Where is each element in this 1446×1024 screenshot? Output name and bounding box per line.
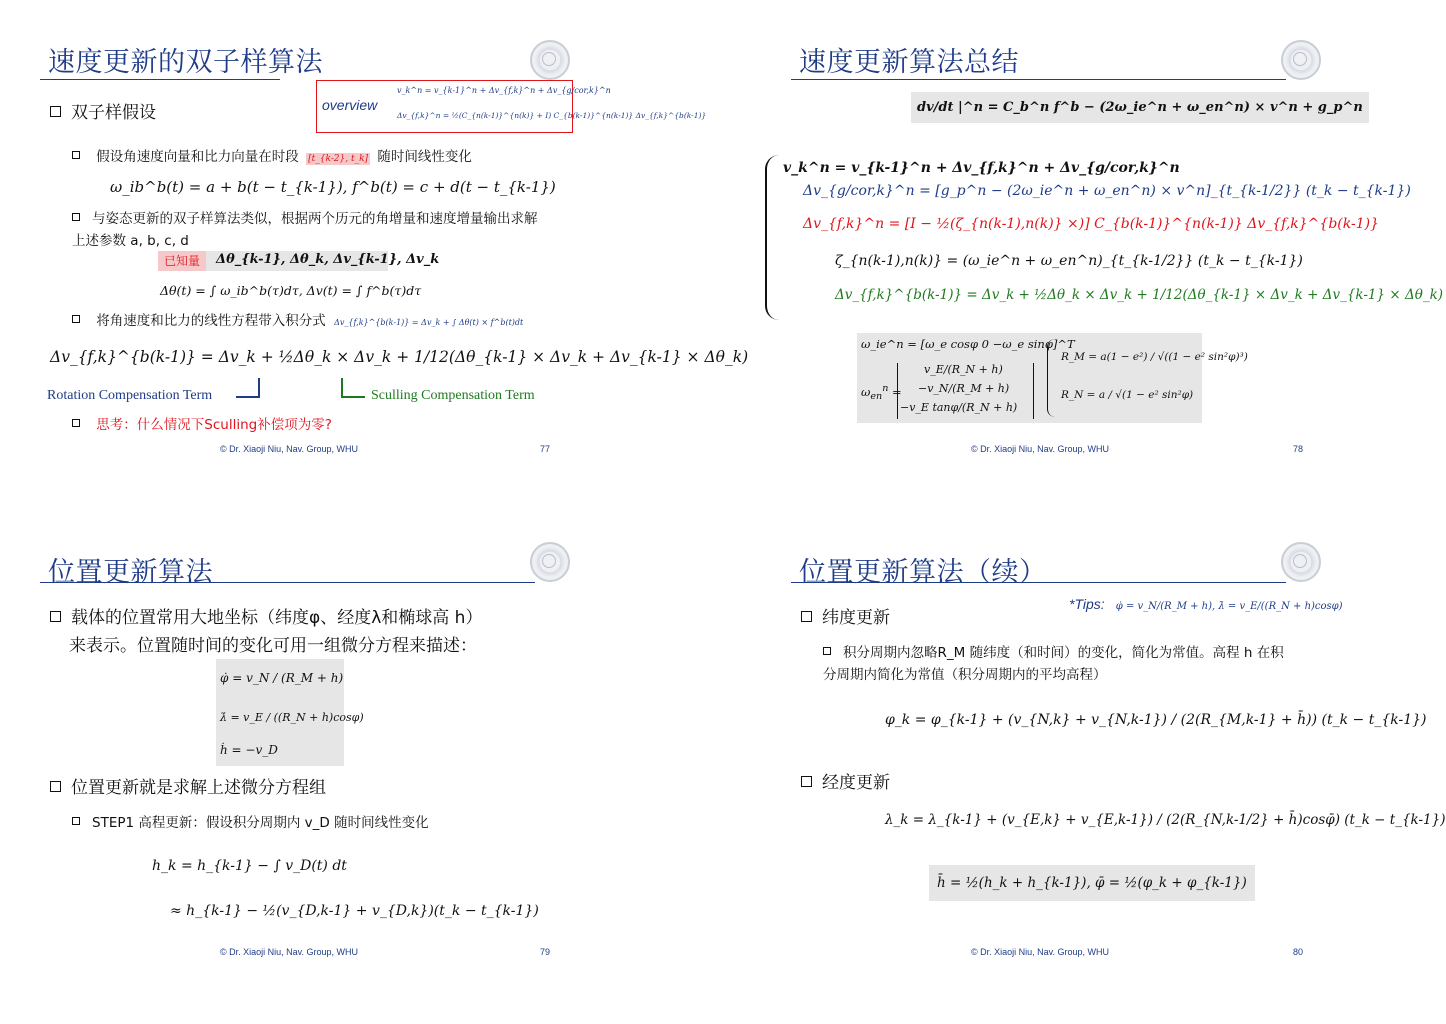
university-logo-icon (530, 542, 570, 582)
system-eq-1: v_k^n = v_{k-1}^n + Δv_{f,k}^n + Δv_{g/cor,k}^n (783, 160, 1180, 176)
slide-78 (751, 0, 1444, 454)
earth-params-box (857, 333, 1248, 423)
omega-en-label: $\omega_{en}^n$ = (861, 383, 902, 403)
eq-velocity-increment: Δv_{f,k}^{b(k-1)} = Δv_k + ½Δθ_k × Δv_k + 1/12(Δθ_{k-1} × Δv_k + Δv_{k-1} × Δθ_k) (50, 348, 749, 366)
rotation-arrow-icon (236, 378, 260, 398)
interval-badge: [t_{k-2}, t_k] (308, 154, 369, 164)
omega-en-row-2: −v_N/(R_M + h) (918, 382, 1010, 395)
sculling-arrow-icon (341, 378, 365, 398)
bullet-solve-ode: 位置更新就是求解上述微分方程组 (50, 773, 326, 798)
position-ode-box (216, 659, 364, 766)
bullet-longitude-update: 经度更新 (801, 768, 890, 793)
bullet-position-coords-cont: 来表示。位置随时间的变化可用一组微分方程来描述： (69, 636, 477, 656)
overview-eq-1: v_k^n = v_{k-1}^n + Δv_{f,k}^n + Δv_{g/cor,k}^n (397, 86, 611, 95)
sub-bullet-text: 假设角速度向量和比力向量在时段 (96, 149, 299, 165)
rm-eq: R_M = a(1 − e²) / √((1 − e² sin²φ)³) (1061, 351, 1248, 363)
slide-title: 速度更新的双子样算法 (48, 47, 323, 78)
system-eq-5: Δv_{f,k}^{b(k-1)} = Δv_k + ½Δθ_k × Δv_k + 1/12(Δθ_{k-1} × Δv_k + Δv_{k-1} × Δθ_k) (835, 287, 1444, 303)
slide-title: 速度更新算法总结 (799, 47, 1019, 78)
slide-title: 位置更新算法 (48, 557, 213, 588)
height-eq-integral: h_k = h_{k-1} − ∫ v_D(t) dt (152, 858, 347, 874)
tips-box (1069, 594, 1343, 613)
overview-eq-2: Δv_{f,k}^n = ½(C_{n(k-1)}^{n(k)} + I) C_{b(k-1)}^{n(k-1)} Δv_{f,k}^{b(k-1)} (397, 111, 707, 120)
bullet-position-coords: 载体的位置常用大地坐标（纬度φ、经度λ和椭球高 h） (50, 603, 482, 628)
latitude-update-eq: φ_k = φ_{k-1} + (v_{N,k} + v_{N,k-1}) / (2(R_{M,k-1} + h̄)) (t_k − t_{k-1}) (885, 712, 1427, 728)
sub-bullet-tail: 随时间线性变化 (377, 149, 472, 165)
known-values: Δθ_{k-1}, Δθ_k, Δv_{k-1}, Δv_k (216, 252, 440, 267)
page-number: 80 (1293, 947, 1304, 957)
sub-bullet-substitute (72, 310, 523, 334)
omega-en-matrix (897, 363, 1034, 419)
page-number: 77 (540, 444, 551, 454)
sub-bullet-step1: STEP1 高程更新：假设积分周期内 v_D 随时间线性变化 (72, 812, 429, 834)
overview-label: overview (322, 97, 378, 113)
overview-box (316, 80, 707, 133)
bullet-double-sample: 双子样假设 (50, 98, 156, 123)
ode-height: ḣ = −v_D (220, 743, 278, 757)
ode-latitude: φ̇ = v_N / (R_M + h) (220, 671, 344, 685)
omega-en-row-3: −v_E tanφ/(R_N + h) (900, 401, 1018, 414)
eq-velocity-diff: dv/dt |^n = C_b^n f^b − (2ω_ie^n + ω_en^n) × v^n + g_p^n (911, 92, 1369, 123)
sculling-compensation-label: Sculling Compensation Term (371, 388, 535, 403)
system-eq-2: Δv_{g/cor,k}^n = [g_p^n − (2ω_ie^n + ω_en^n) × v^n]_{t_{k-1/2}} (t_k − t_{k-1}) (803, 183, 1411, 199)
title-underline (40, 79, 280, 80)
university-logo-icon (530, 40, 570, 80)
omega-ie-eq: ω_ie^n = [ω_e cosφ 0 −ω_e sinφ]^T (861, 337, 1075, 351)
sub-bullet-solve-params: 与姿态更新的双子样算法类似，根据两个历元的角增量和速度增量输出求解上述参数 a, b, c, d (72, 208, 542, 252)
eq-integrals: Δθ(t) = ∫ ω_ib^b(τ)dτ, Δv(t) = ∫ f^b(τ)dτ (160, 283, 422, 298)
slide-80 (751, 510, 1446, 960)
title-underline (791, 582, 1286, 583)
bullet-latitude-update: 纬度更新 (801, 603, 890, 628)
sub-bullet-text: 将角速度和比力的线性方程带入积分式 (96, 313, 326, 329)
mean-values-eq: h̄ = ½(h_k + h_{k-1}), φ̄ = ½(φ_k + φ_{k-1}) (929, 865, 1255, 901)
radius-brace (1047, 339, 1056, 417)
sub-bullet-question (72, 414, 332, 436)
slide-title: 位置更新算法（续） (799, 557, 1047, 588)
question-text: 思考：什么情况下Sculling补偿项为零? (96, 417, 332, 433)
university-logo-icon (1281, 40, 1321, 80)
known-label: 已知量 (158, 251, 206, 271)
longitude-update-eq: λ_k = λ_{k-1} + (v_{E,k} + v_{E,k-1}) / (2(R_{N,k-1/2} + h̄)cosφ̄) (t_k − t_{k-1}) (885, 812, 1446, 828)
slide-79 (0, 510, 620, 960)
system-eq-3: Δv_{f,k}^n = [I − ½(ζ_{n(k-1),n(k)} ×)] C_{b(k-1)}^{n(k-1)} Δv_{f,k}^{b(k-1)} (803, 216, 1379, 232)
page-number: 79 (540, 947, 551, 957)
sub3-eq: Δv_{f,k}^{b(k-1)} = Δv_k + ∫ Δθ(t) × f^b(t)dt (334, 318, 524, 327)
rotation-compensation-label: Rotation Compensation Term (47, 388, 213, 403)
tips-label: *Tips: (1069, 596, 1105, 612)
university-logo-icon (1281, 542, 1321, 582)
footer-credit: © Dr. Xiaoji Niu, Nav. Group, WHU (220, 947, 358, 957)
rn-eq: R_N = a / √(1 − e² sin²φ) (1061, 389, 1194, 401)
sub-bullet-lat-simplify: 积分周期内忽略R_M 随纬度（和时间）的变化，简化为常值。高程 h 在积分周期内简化为常值（积分周期内的平均高程） (823, 642, 1293, 686)
title-underline (791, 79, 1286, 80)
ode-longitude: λ̇ = v_E / ((R_N + h)cosφ) (220, 711, 364, 724)
system-brace (765, 155, 781, 320)
tips-eq: φ̇ = v_N/(R_M + h), λ̇ = v_E/((R_N + h)cosφ) (1115, 601, 1343, 612)
footer-credit: © Dr. Xiaoji Niu, Nav. Group, WHU (971, 947, 1109, 957)
eq-linear-model: ω_ib^b(t) = a + b(t − t_{k-1}), f^b(t) = c + d(t − t_{k-1}) (110, 178, 556, 196)
title-underline (40, 582, 535, 583)
known-quantities (158, 251, 440, 271)
system-eq-4: ζ_{n(k-1),n(k)} = (ω_ie^n + ω_en^n)_{t_{k-1/2}} (t_k − t_{k-1}) (835, 253, 1303, 269)
slide-77 (0, 0, 749, 454)
height-eq-approx: ≈ h_{k-1} − ½(v_{D,k-1} + v_{D,k})(t_k − t_{k-1}) (170, 903, 539, 919)
page-number: 78 (1293, 444, 1304, 454)
omega-en-row-1: v_E/(R_N + h) (924, 363, 1003, 376)
footer-credit: © Dr. Xiaoji Niu, Nav. Group, WHU (220, 444, 358, 454)
sub-bullet-linear-assumption (72, 146, 472, 170)
footer-credit: © Dr. Xiaoji Niu, Nav. Group, WHU (971, 444, 1109, 454)
